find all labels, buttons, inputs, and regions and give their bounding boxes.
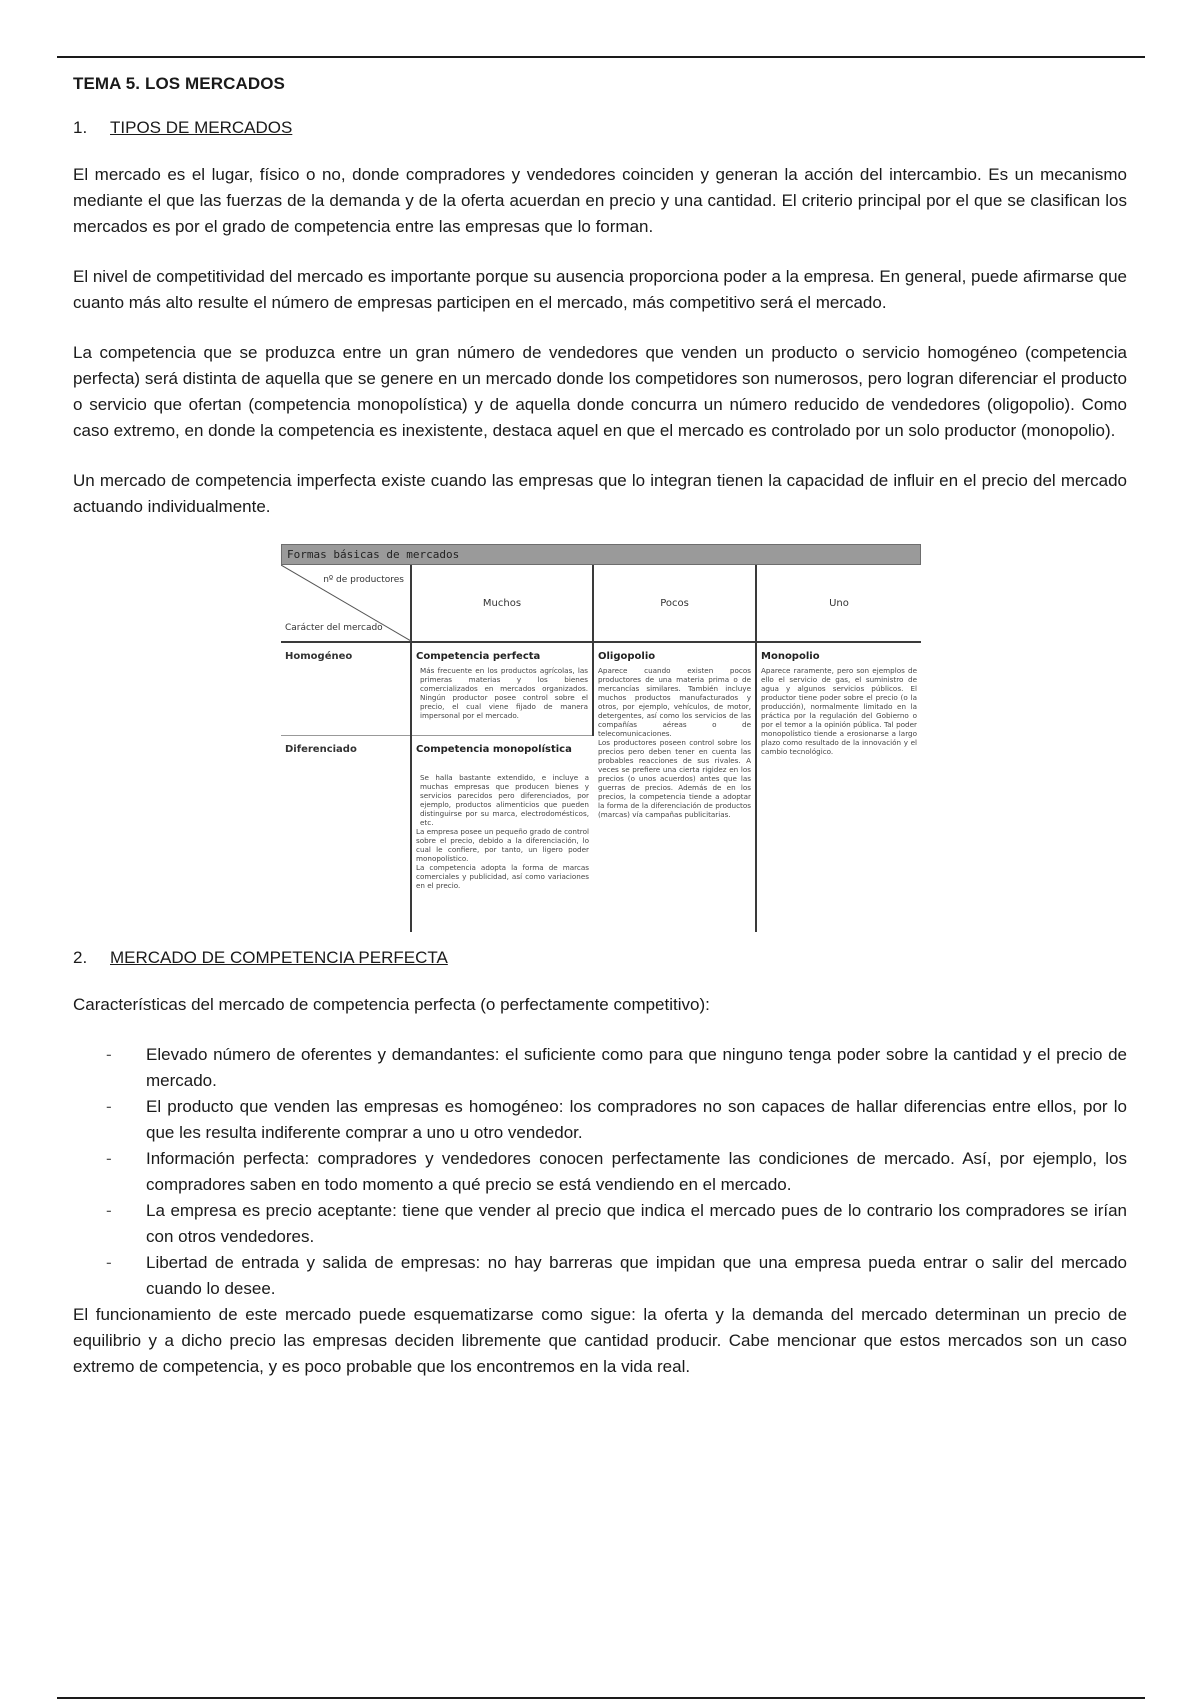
monopolio-text: Aparece raramente, pero son ejemplos de ello el servicio de gas, el suministro de agua y algunos servicios públicos. El productor tiene poder sobre el precio (o la producción), normalmente limitado en la práctica por la regulación del Gobierno o por el temor a la opinión pública. Tal poder monopolístico tiende a erosionarse a largo plazo como resultado de la innovación y el cambio tecnológico. [761, 666, 917, 756]
row-label-homogeneo: Homogéneo [281, 642, 411, 736]
bullet-marker: - [106, 1045, 112, 1064]
oligopolio-text-1: Aparece cuando existen pocos productores de una materia prima o de mercancías similares. También incluye muchos productos manufacturados y otros, por ejemplo, vehículos, de motor, detergentes, así como los servicios de las compañías aéreas o de telecomunicaciones. [598, 666, 751, 738]
monopolistica-text-3: La competencia adopta la forma de marcas comerciales y publicidad, así como variaciones en el precio. [416, 863, 589, 890]
paragraph-3: La competencia que se produzca entre un gran número de vendedores que venden un producto o servicio homogéneo (competencia perfecta) será distinta de aquella que se genere en un mercado donde los competidores son numerosos, pero logran diferenciar el producto o servicio que ofertan (competencia monopolística) y de aquella donde concurra un número reducido de vendedores (oligopolio). Como caso extremo, en donde la competencia es inexistente, destaca aquel en que el mercado es controlado por un solo productor (monopolio). [73, 343, 1127, 440]
market-forms-figure [281, 544, 921, 932]
cell-competencia-monopolistica [411, 736, 593, 933]
paragraph-4: Un mercado de competencia imperfecta existe cuando las empresas que lo integran tienen la capacidad de influir en el precio del mercado actuando individualmente. [73, 471, 1127, 516]
corner-bottom-label: Carácter del mercado [285, 623, 383, 633]
corner-cell [281, 565, 411, 642]
section-2-title: MERCADO DE COMPETENCIA PERFECTA [110, 948, 448, 967]
bullet-marker: - [106, 1253, 112, 1272]
oligopolio-title: Oligopolio [598, 651, 656, 662]
monopolistica-title: Competencia monopolística [416, 744, 572, 755]
document-title: TEMA 5. LOS MERCADOS [73, 74, 285, 93]
list-item: - Elevado número de oferentes y demandantes: el suficiente como para que ninguno tenga poder sobre la cantidad y el precio de mercado. [73, 1042, 1127, 1094]
section-1-number: 1. [73, 118, 88, 137]
section-2-number: 2. [73, 948, 88, 967]
corner-top-label: nº de productores [323, 575, 404, 585]
list-item: - Información perfecta: compradores y vendedores conocen perfectamente las condiciones de mercado. Así, por ejemplo, los compradores saben en todo momento a qué precio se está vendiendo en el mercado. [73, 1146, 1127, 1198]
list-item: - La empresa es precio aceptante: tiene que vender al precio que indica el mercado pues de lo contrario los compradores se irían con otros vendedores. [73, 1198, 1127, 1250]
bullet-marker: - [106, 1097, 112, 1116]
table-header-row [281, 565, 921, 642]
figure-title: Formas básicas de mercados [281, 544, 921, 565]
row-label-diferenciado: Diferenciado [281, 736, 411, 933]
section-2-heading [73, 948, 1127, 968]
section-1-title: TIPOS DE MERCADOS [110, 118, 293, 137]
characteristics-list [73, 1042, 1127, 1302]
section-2-intro: Características del mercado de competencia perfecta (o perfectamente competitivo): [73, 995, 710, 1014]
document-page [73, 74, 1127, 1380]
list-item: - Libertad de entrada y salida de empresas: no hay barreras que impidan que una empresa pueda entrar o salir del mercado cuando lo desee. [73, 1250, 1127, 1302]
paragraph-2: El nivel de competitividad del mercado es importante porque su ausencia proporciona poder a la empresa. En general, puede afirmarse que cuanto más alto resulte el número de empresas participen en el mercado, más competitivo será el mercado. [73, 267, 1127, 312]
perfecta-title: Competencia perfecta [416, 651, 541, 662]
col-head-uno: Uno [756, 565, 921, 642]
section-1-heading [73, 118, 1127, 138]
closing-paragraph: El funcionamiento de este mercado puede esquematizarse como sigue: la oferta y la demanda del mercado determinan un precio de equilibrio y a dicho precio las empresas deciden libremente que cantidad producir. Cabe mencionar que estos mercados son un caso extremo de competencia, y es poco probable que los encontremos en la vida real. [73, 1305, 1127, 1376]
list-item: - El producto que venden las empresas es homogéneo: los compradores no son capaces de hallar diferencias entre ellos, por lo que les resulta indiferente comprar a uno u otro vendedor. [73, 1094, 1127, 1146]
monopolistica-text-2: La empresa posee un pequeño grado de control sobre el precio, debido a la diferenciación, lo cual le confiere, por tanto, un ligero poder monopolístico. [416, 827, 589, 863]
bullet-marker: - [106, 1149, 112, 1168]
cell-competencia-perfecta [411, 642, 593, 736]
col-head-muchos: Muchos [411, 565, 593, 642]
cell-monopolio [756, 642, 921, 932]
cell-oligopolio [593, 642, 756, 932]
col-head-pocos: Pocos [593, 565, 756, 642]
monopolistica-text-1: Se halla bastante extendido, e incluye a muchas empresas que producen bienes y servicios parecidos pero diferenciados, por ejemplo, productos alimenticios que pueden distinguirse por su marca, electrodomésticos, etc. [420, 773, 589, 827]
table-row-homogeneo [281, 642, 921, 736]
bottom-rule [57, 1697, 1145, 1699]
top-rule [57, 56, 1145, 58]
monopolio-title: Monopolio [761, 651, 820, 662]
paragraph-1: El mercado es el lugar, físico o no, donde compradores y vendedores coinciden y generan la acción del intercambio. Es un mecanismo mediante el que las fuerzas de la demanda y de la oferta acuerdan en precio y una cantidad. El criterio principal por el que se clasifican los mercados es por el grado de competencia entre las empresas que lo forman. [73, 165, 1127, 236]
oligopolio-text-2: Los productores poseen control sobre los precios pero deben tener en cuenta las probables reacciones de sus rivales. A veces se prefiere una cierta rigidez en los precios (o unos acuerdos) antes que las guerras de precios. Además de en los precios, la competencia tiende a adoptar la forma de la diferenciación de productos (marcas) vía campañas publicitarias. [598, 738, 751, 819]
market-forms-table [281, 565, 921, 932]
perfecta-text: Más frecuente en los productos agrícolas, las primeras materias y los bienes comercializados en mercados organizados. Ningún productor posee control sobre el precio, el cual viene fijado de manera impersonal por el mercado. [420, 666, 588, 720]
bullet-marker: - [106, 1201, 112, 1220]
